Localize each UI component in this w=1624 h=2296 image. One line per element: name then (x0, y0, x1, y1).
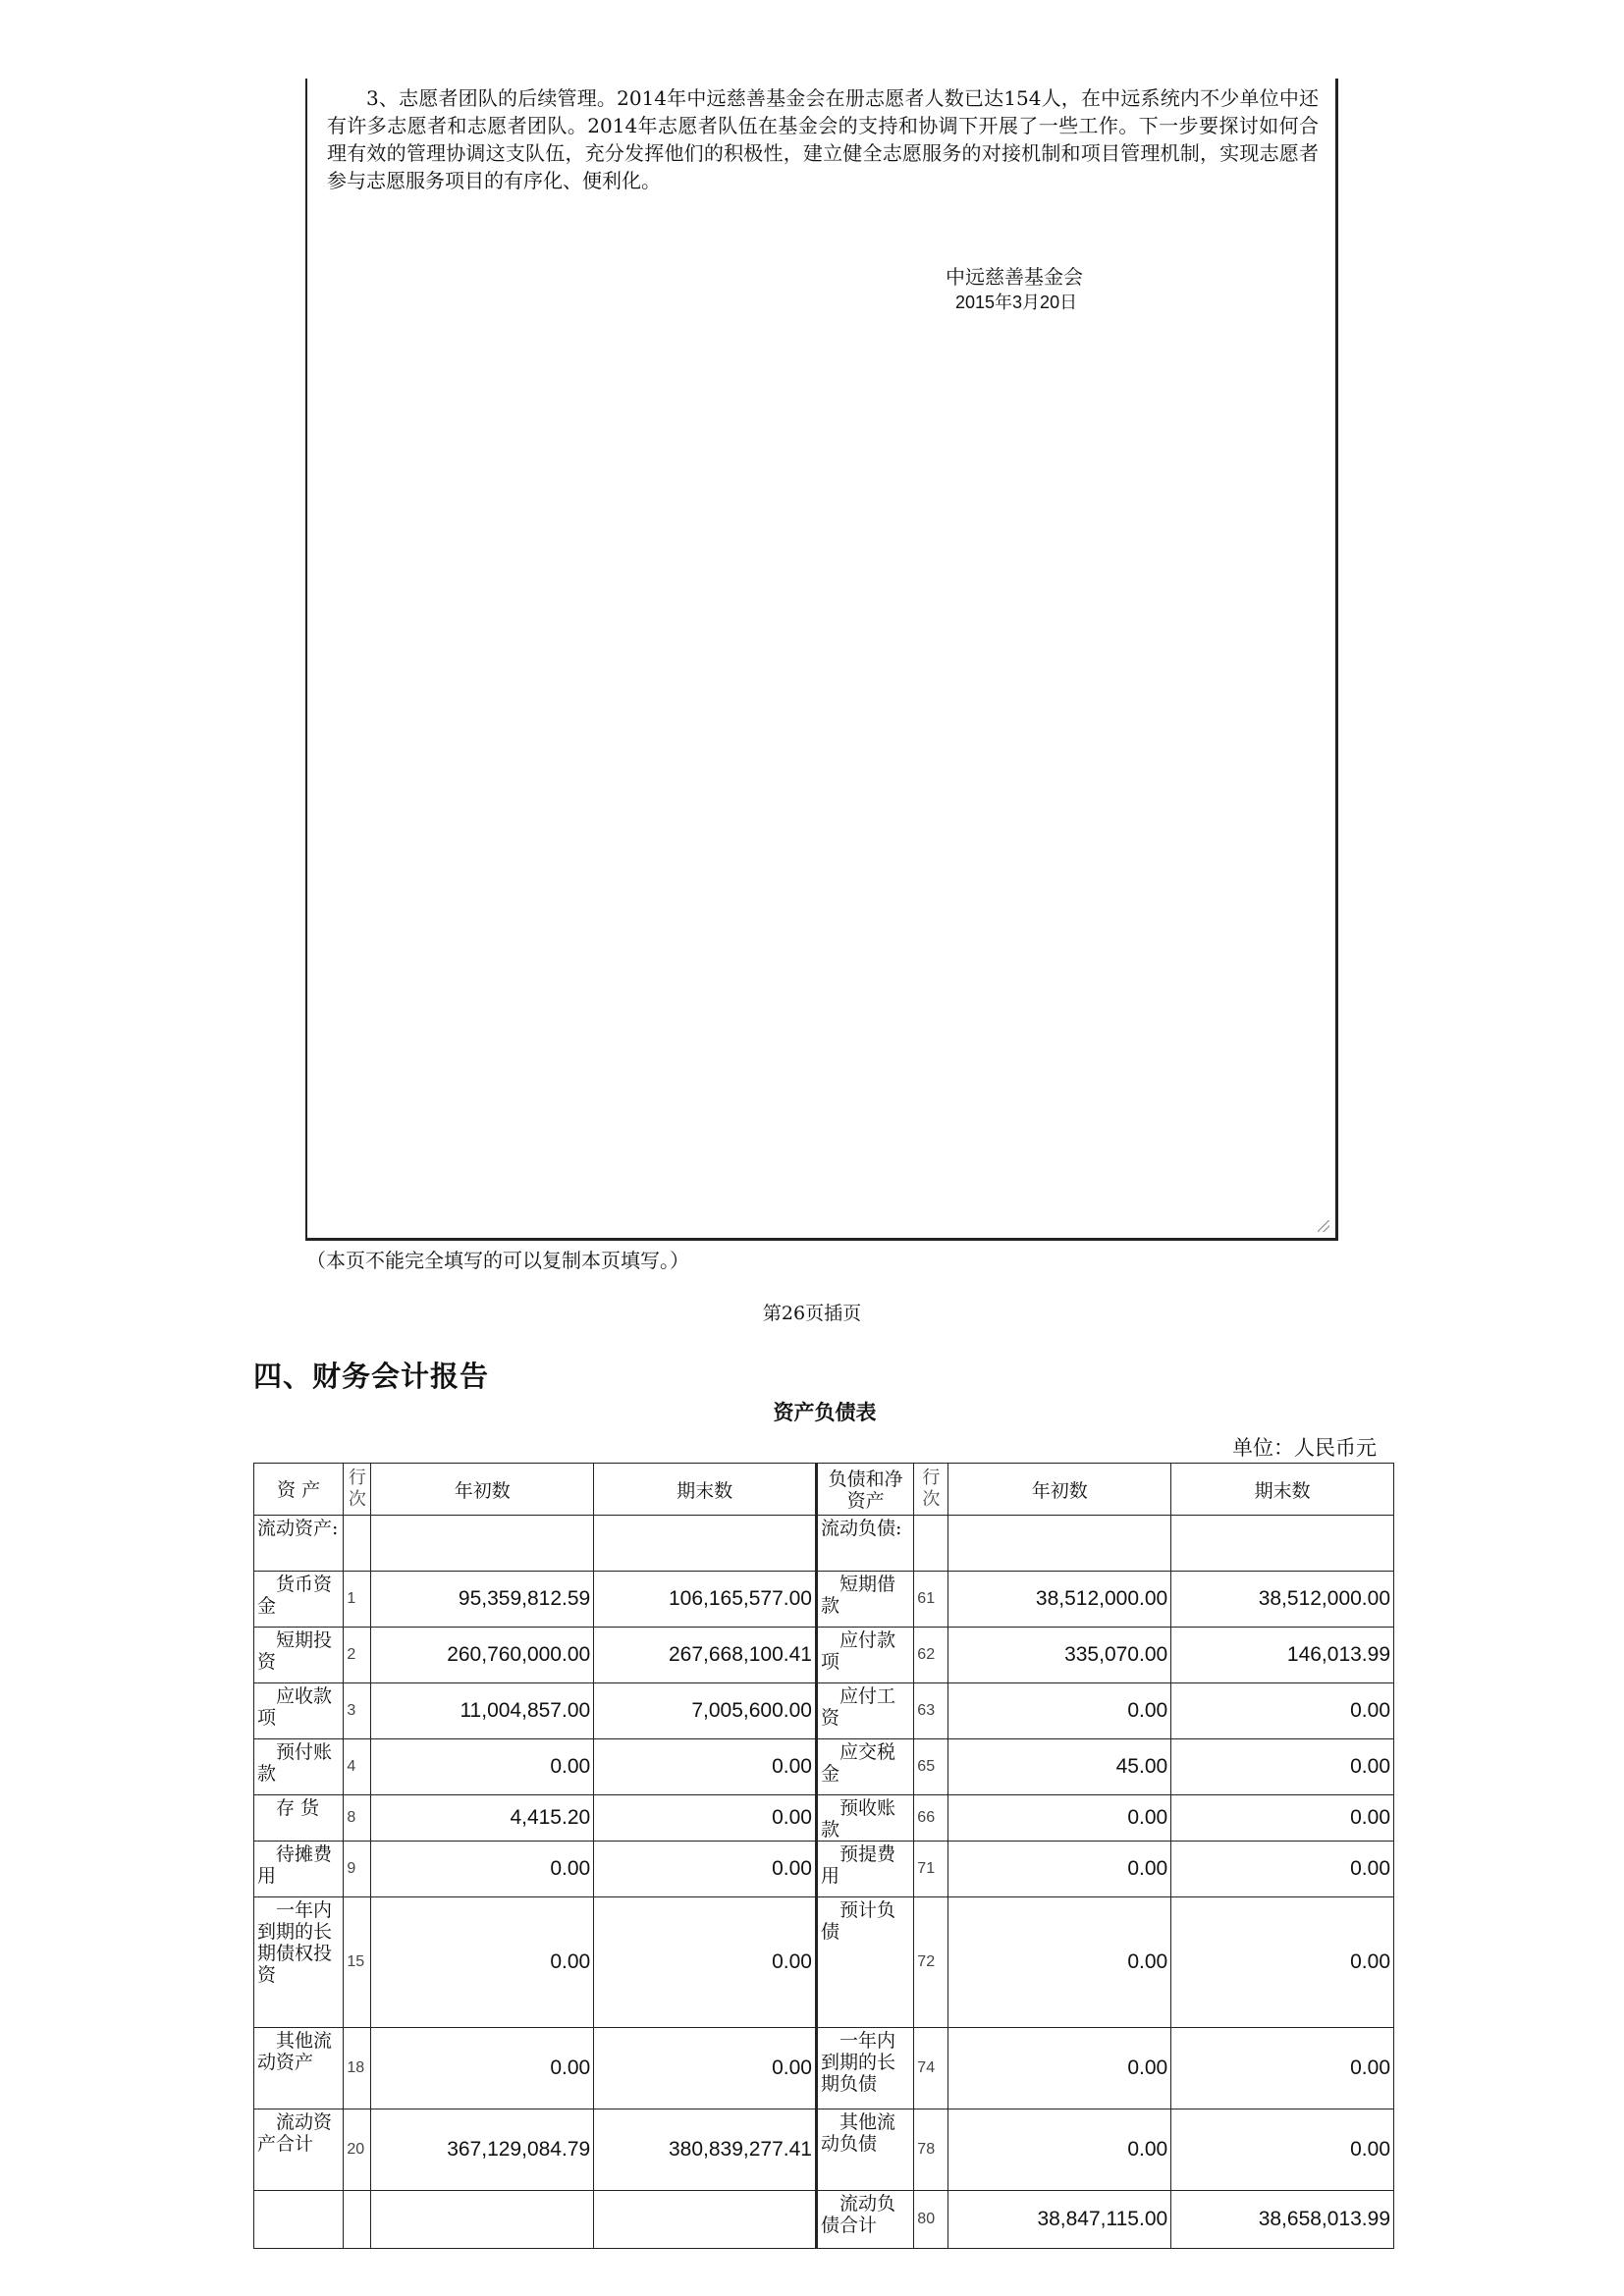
liability-label: 预提费用 (816, 1842, 913, 1897)
liability-label: 应付工资 (816, 1683, 913, 1739)
asset-end-value: 106,165,577.00 (594, 1572, 817, 1628)
signature-date: 2015年3月20日 (955, 293, 1078, 312)
liability-end-value: 38,658,013.99 (1171, 2191, 1394, 2249)
liability-begin-value: 0.00 (948, 2109, 1171, 2191)
liability-begin-value (948, 1516, 1171, 1572)
asset-end-value: 380,839,277.41 (594, 2109, 817, 2191)
liability-end-value: 0.00 (1171, 1842, 1394, 1897)
asset-end-value: 0.00 (594, 1739, 817, 1795)
liability-row-number: 61 (914, 1572, 948, 1628)
asset-begin-value: 0.00 (371, 1897, 594, 2028)
asset-label (254, 2191, 344, 2249)
liability-label: 流动负债合计 (816, 2191, 913, 2249)
liability-label: 一年内到期的长期负债 (816, 2028, 913, 2109)
asset-label: 流动资产: (254, 1516, 344, 1572)
liability-end-value: 0.00 (1171, 1739, 1394, 1795)
liability-row-number: 80 (914, 2191, 948, 2249)
asset-end-value: 7,005,600.00 (594, 1683, 817, 1739)
header-begin: 年初数 (948, 1464, 1171, 1516)
header-end: 期末数 (1171, 1464, 1394, 1516)
liability-begin-value: 38,847,115.00 (948, 2191, 1171, 2249)
asset-label: 存 货 (254, 1795, 344, 1842)
liability-label: 短期借款 (816, 1572, 913, 1628)
table-row (254, 1739, 1394, 1795)
asset-end-value (594, 2191, 817, 2249)
table-title: 资产负债表 (773, 1400, 877, 1424)
liability-begin-value: 45.00 (948, 1739, 1171, 1795)
asset-row-number: 20 (344, 2109, 371, 2191)
liability-begin-value: 0.00 (948, 1683, 1171, 1739)
asset-row-number: 18 (344, 2028, 371, 2109)
asset-end-value: 0.00 (594, 2028, 817, 2109)
liability-begin-value: 38,512,000.00 (948, 1572, 1171, 1628)
header-row-no: 行次 (914, 1464, 948, 1516)
table-row (254, 1683, 1394, 1739)
asset-label: 流动资产合计 (254, 2109, 344, 2191)
liability-row-number: 74 (914, 2028, 948, 2109)
liability-end-value: 0.00 (1171, 1683, 1394, 1739)
balance-sheet-table (253, 1463, 1394, 2249)
currency-unit: 单位：人民币元 (1232, 1436, 1377, 1460)
liability-begin-value: 0.00 (948, 2028, 1171, 2109)
liability-begin-value: 0.00 (948, 1842, 1171, 1897)
asset-begin-value: 367,129,084.79 (371, 2109, 594, 2191)
copy-page-note: （本页不能完全填写的可以复制本页填写。） (306, 1249, 689, 1272)
asset-begin-value: 0.00 (371, 2028, 594, 2109)
asset-end-value: 267,668,100.41 (594, 1628, 817, 1683)
asset-begin-value: 95,359,812.59 (371, 1572, 594, 1628)
header-row-no: 行次 (344, 1464, 371, 1516)
asset-begin-value: 4,415.20 (371, 1795, 594, 1842)
header-end: 期末数 (594, 1464, 817, 1516)
table-row (254, 1897, 1394, 2028)
table-row (254, 1572, 1394, 1628)
table-row (254, 2028, 1394, 2109)
asset-row-number: 2 (344, 1628, 371, 1683)
asset-label: 短期投资 (254, 1628, 344, 1683)
asset-label: 货币资金 (254, 1572, 344, 1628)
table-row (254, 1795, 1394, 1842)
liability-label: 应交税金 (816, 1739, 913, 1795)
liability-end-value: 38,512,000.00 (1171, 1572, 1394, 1628)
asset-row-number (344, 2191, 371, 2249)
asset-label: 其他流动资产 (254, 2028, 344, 2109)
asset-row-number: 15 (344, 1897, 371, 2028)
report-text-box[interactable] (305, 79, 1338, 1241)
liability-end-value: 0.00 (1171, 2109, 1394, 2191)
liability-row-number: 72 (914, 1897, 948, 2028)
liability-end-value: 0.00 (1171, 1795, 1394, 1842)
asset-begin-value: 0.00 (371, 1842, 594, 1897)
liability-end-value: 146,013.99 (1171, 1628, 1394, 1683)
asset-label: 应收款项 (254, 1683, 344, 1739)
liability-end-value: 0.00 (1171, 1897, 1394, 2028)
asset-label: 一年内到期的长期债权投资 (254, 1897, 344, 2028)
liability-end-value: 0.00 (1171, 2028, 1394, 2109)
asset-end-value: 0.00 (594, 1795, 817, 1842)
liability-row-number: 63 (914, 1683, 948, 1739)
volunteer-paragraph: 3、志愿者团队的后续管理。2014年中远慈善基金会在册志愿者人数已达154人，在中远系统内不少单位中还有许多志愿者和志愿者团队。2014年志愿者队伍在基金会的支持和协调下开展了一些工作。下一步要探讨如何合理有效的管理协调这支队伍，充分发挥他们的积极性，建立健全志愿服务的对接机制和项目管理机制，实现志愿者参与志愿服务项目的有序化、便利化。 (327, 86, 1319, 192)
table-row (254, 2109, 1394, 2191)
asset-row-number: 4 (344, 1739, 371, 1795)
asset-row-number: 9 (344, 1842, 371, 1897)
table-row (254, 1516, 1394, 1572)
asset-begin-value (371, 2191, 594, 2249)
asset-row-number: 1 (344, 1572, 371, 1628)
header-liabilities: 负债和净资产 (816, 1464, 913, 1516)
liability-row-number: 78 (914, 2109, 948, 2191)
liability-begin-value: 0.00 (948, 1897, 1171, 2028)
table-row (254, 1628, 1394, 1683)
asset-begin-value: 0.00 (371, 1739, 594, 1795)
asset-end-value (594, 1516, 817, 1572)
asset-begin-value (371, 1516, 594, 1572)
signature-organization: 中远慈善基金会 (946, 265, 1083, 289)
asset-row-number: 3 (344, 1683, 371, 1739)
section-title: 四、财务会计报告 (253, 1360, 490, 1393)
liability-label: 预计负债 (816, 1897, 913, 2028)
table-row (254, 1842, 1394, 1897)
liability-label: 应付款项 (816, 1628, 913, 1683)
liability-row-number: 65 (914, 1739, 948, 1795)
asset-end-value: 0.00 (594, 1842, 817, 1897)
liability-label: 预收账款 (816, 1795, 913, 1842)
table-row (254, 2191, 1394, 2249)
liability-end-value (1171, 1516, 1394, 1572)
asset-label: 预付账款 (254, 1739, 344, 1795)
header-assets: 资 产 (254, 1464, 344, 1516)
page-insert-label: 第26页插页 (762, 1303, 862, 1324)
liability-begin-value: 0.00 (948, 1795, 1171, 1842)
asset-begin-value: 11,004,857.00 (371, 1683, 594, 1739)
liability-row-number (914, 1516, 948, 1572)
liability-row-number: 62 (914, 1628, 948, 1683)
asset-row-number (344, 1516, 371, 1572)
liability-label: 流动负债: (816, 1516, 913, 1572)
header-begin: 年初数 (371, 1464, 594, 1516)
liability-begin-value: 335,070.00 (948, 1628, 1171, 1683)
asset-end-value: 0.00 (594, 1897, 817, 2028)
resize-grip-icon[interactable] (1318, 1220, 1329, 1232)
asset-begin-value: 260,760,000.00 (371, 1628, 594, 1683)
liability-label: 其他流动负债 (816, 2109, 913, 2191)
table-header-row (254, 1464, 1394, 1516)
liability-row-number: 71 (914, 1842, 948, 1897)
asset-row-number: 8 (344, 1795, 371, 1842)
asset-label: 待摊费用 (254, 1842, 344, 1897)
liability-row-number: 66 (914, 1795, 948, 1842)
